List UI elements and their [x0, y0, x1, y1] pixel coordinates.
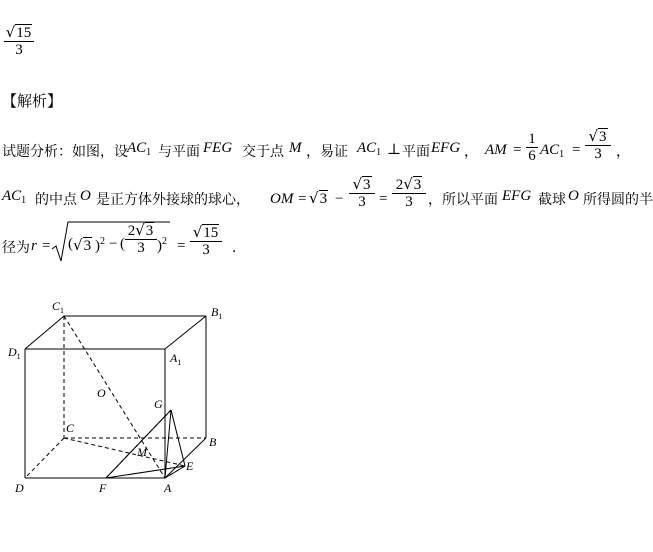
radicand-sqrt3: √3	[73, 236, 92, 254]
label-E: E	[186, 459, 194, 473]
line3-r: r	[31, 238, 37, 254]
answer-numerator	[4, 24, 34, 41]
label-B1: $B_1$	[211, 305, 223, 321]
edge-B1-A1	[165, 316, 206, 349]
line1-comma2: ，	[616, 144, 630, 160]
edge-F-E	[106, 466, 185, 478]
label-O: O	[97, 386, 106, 400]
radicand-open2: (	[120, 236, 125, 252]
line2-center-text: 是正方体外接球的球心，	[96, 192, 250, 208]
line2-efg: EFG	[502, 188, 532, 204]
line1-ac-3: $AC_1$	[540, 142, 565, 160]
line2-ac: $AC_1$	[2, 188, 27, 206]
line1-efg: EFG	[431, 140, 461, 156]
line1-eq2: =	[572, 142, 581, 158]
line2-minus: −	[335, 191, 344, 207]
line2-cut: 截球	[538, 192, 566, 208]
line1-comma: ，	[464, 144, 478, 160]
line1-feg: FEG	[203, 140, 233, 156]
edge-C1-D1	[25, 316, 64, 349]
answer-denominator: 3	[15, 42, 23, 58]
line2-so-plane: ，所以平面	[428, 192, 498, 208]
line3-period: ．	[232, 240, 246, 256]
line2-frac-2sqrt3-3: 2√3 3	[392, 176, 426, 210]
label-D1: $D_1$	[8, 345, 21, 361]
line2-frac-sqrt3-3: √3 3	[349, 176, 375, 210]
line1-text-plane2: 平面	[402, 144, 430, 160]
diag-C1-A	[64, 316, 165, 478]
label-F: F	[99, 481, 107, 495]
line3-eq2: =	[177, 238, 186, 254]
line2-o2: O	[568, 188, 579, 204]
line1-frac-sqrt3-3: √3 3	[585, 128, 611, 162]
edge-F-G	[106, 410, 171, 478]
label-D: D	[15, 481, 24, 495]
line2-sqrt3: √3	[309, 189, 328, 207]
line1-am: AM	[485, 142, 507, 158]
line3-eq: =	[42, 238, 51, 254]
line2-eq2: =	[379, 191, 388, 207]
label-M: M	[137, 445, 147, 459]
edge-C-D	[25, 438, 64, 478]
line1-eq: =	[513, 142, 522, 158]
line1-frac-1-6: 1 6	[526, 131, 538, 164]
line1-perp: ⊥	[387, 142, 402, 158]
line2-eq: =	[298, 191, 307, 207]
radicand-open: (	[68, 236, 73, 252]
label-C: C	[66, 421, 75, 435]
line1-ac: $AC_1$	[127, 140, 152, 158]
line1-prefix: 试题分析：如图，设	[2, 144, 128, 160]
label-B: B	[209, 435, 217, 449]
line2-om: OM	[270, 191, 294, 207]
label-G: G	[154, 397, 163, 411]
line1-m: M	[289, 140, 302, 156]
radicand-minus: −	[109, 236, 118, 252]
label-C1: $C_1$	[52, 299, 65, 315]
sqrt-symbol: √	[5, 23, 16, 41]
label-A: A	[164, 481, 172, 495]
line2-o: O	[80, 188, 91, 204]
line1-text-plane: 与平面	[158, 144, 200, 160]
label-A1: $A_1$	[170, 351, 182, 367]
line3-prefix: 径为	[2, 240, 30, 256]
line3-result-frac: √15 3	[190, 224, 222, 258]
line2-midpoint: 的中点	[35, 192, 77, 208]
top-answer-fraction	[4, 24, 34, 58]
radicand-close2: )$^2$	[157, 236, 167, 254]
radicand-close: )$^2$	[95, 236, 105, 254]
line2-circle-text: 所得圆的半	[583, 192, 653, 208]
line1-text-prove: ，易证	[306, 144, 348, 160]
line1-ac-2: $AC_1$	[357, 140, 382, 158]
section-header: 【解析】	[2, 92, 63, 110]
cube-figure	[0, 290, 250, 510]
line1-text-meet: 交于点	[242, 144, 284, 160]
radicand-frac: 2√3 3	[125, 222, 157, 256]
answer-radicand: 15	[16, 25, 32, 41]
